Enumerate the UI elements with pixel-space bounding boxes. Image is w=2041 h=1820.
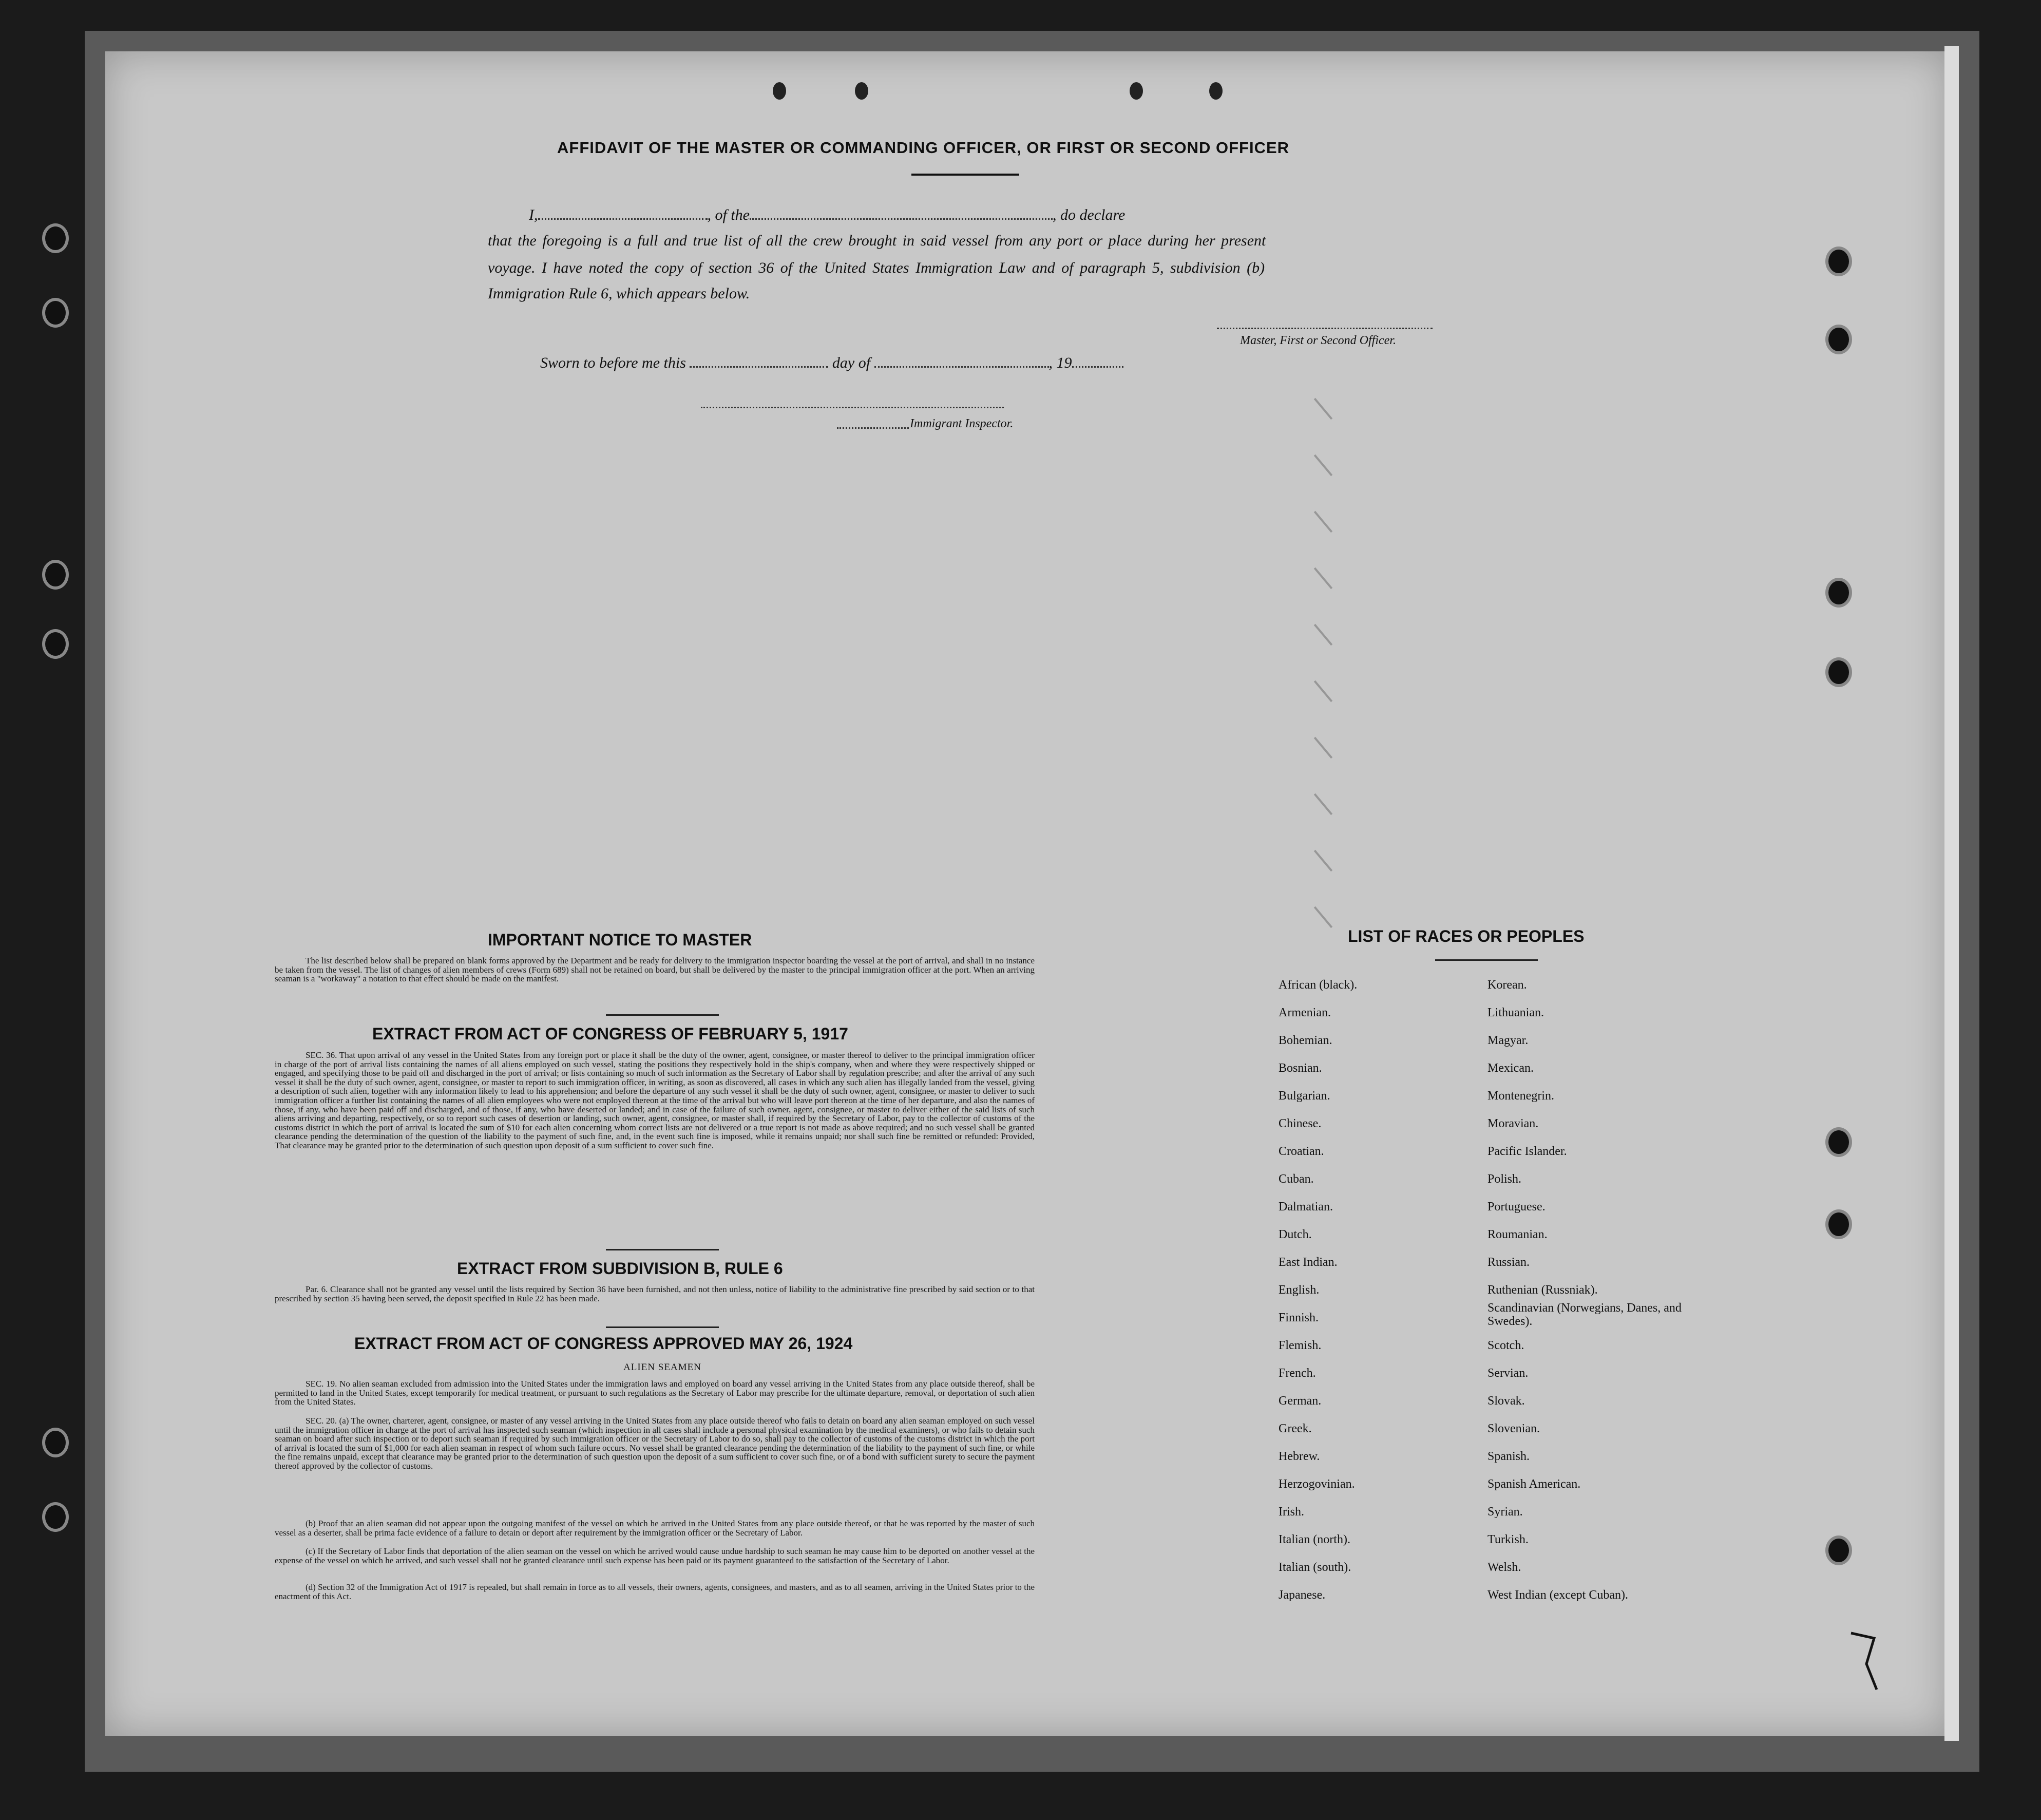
sec-19-text: SEC. 19. No alien seaman excluded from admission into the United States under the immigration laws and employed on board any vessel arriving in the United States from any place outside thereof, shall be permitted to land in the United States, except temporarily for medical treatment, or pursuant to such regulations as the Secretary of Labor may prescribe for the ultimate departure, removal, or deportation of such alien from the United States. bbox=[275, 1379, 1035, 1407]
race-item: Roumanian. bbox=[1487, 1228, 1548, 1241]
race-item: Moravian. bbox=[1487, 1117, 1539, 1130]
extract-1924-title: EXTRACT FROM ACT OF CONGRESS APPROVED MAY 26, 1924 bbox=[354, 1334, 853, 1353]
race-item: Welsh. bbox=[1487, 1561, 1521, 1574]
race-item: Finnish. bbox=[1279, 1311, 1319, 1324]
sec-20b-text: (b) Proof that an alien seaman did not appear upon the outgoing manifest of the vessel on which he arrived in the United States from any place outside thereof, or that he was reported by the master of such vessel as a deserter, shall be prima facie evidence of a failure to detain or deport after requirement by the immigration officer or the Secretary of Labor. bbox=[275, 1519, 1035, 1538]
race-item: Bulgarian. bbox=[1279, 1089, 1330, 1103]
fastener-mark bbox=[855, 82, 868, 100]
manifest-sheet bbox=[105, 51, 1949, 1736]
race-item: Italian (south). bbox=[1279, 1561, 1351, 1574]
race-item: East Indian. bbox=[1279, 1256, 1338, 1269]
race-item: Hebrew. bbox=[1279, 1450, 1320, 1463]
race-item: Servian. bbox=[1487, 1367, 1529, 1380]
vessel-field[interactable] bbox=[750, 218, 1053, 220]
race-item: Italian (north). bbox=[1279, 1533, 1350, 1546]
race-item: African (black). bbox=[1279, 978, 1358, 992]
race-item: Scandinavian (Norwegians, Danes, and Swedes). bbox=[1487, 1301, 1682, 1328]
notice-rule bbox=[606, 1014, 719, 1016]
affidavit-line-4: Immigration Rule 6, which appears below. bbox=[488, 285, 750, 302]
rule-6-title: EXTRACT FROM SUBDIVISION B, RULE 6 bbox=[457, 1259, 783, 1278]
extract-1917-text: SEC. 36. That upon arrival of any vessel in the United States from any foreign port or place it shall be the duty of the owner, agent, consignee, or master thereof to deliver to the principal immigration officer in charge of the port of arrival lists containing the names of all aliens employed on such vessel, stating the positions they respectively hold in the ship's company, when and where they were respectively shipped or engaged, and specifying those to be paid off and discharged in the port of arrival; or lists containing so much of such information as the Secretary of Labor shall by regulation prescribe; and after the arrival of any such vessel it shall be the duty of such owner, agent, consignee, or master to report to such immigration officer, in writing, as soon as discovered, all cases in which any such alien has illegally landed from the vessel, giving a description of such alien, together with any information likely to lead to his apprehension; and before the departure of any such vessel it shall be the duty of such owner, agent, consignee, or master to deliver to such immigration officer a further list containing the names of all alien employees who were not employed thereon at the time of the arrival but who will leave port thereon at the time of her departure, and also the names of those, if any, who have been paid off and discharged, and of those, if any, who have deserted or landed; and in case of the failure of such owner, agent, consignee, or master to deliver either of the said lists of such aliens arriving and departing, respectively, or so to report such cases of desertion or landing, such owner, agent, consignee, or master shall, if required by the Secretary of Labor, pay to the collector of customs of the customs district in which the port of arrival is located the sum of $10 for each alien concerning whom correct lists are not delivered or a true report is not made as above required; and no such vessel shall be granted clearance pending the determination of the question of the liability to the payment of such fine, and, in the event such fine is imposed, while it remains unpaid; nor shall such fine be remitted or refunded: Provided, That clearance may be granted prior to the determination of such question upon deposit of a sum sufficient to cover such fine. bbox=[275, 1050, 1035, 1150]
affidavit-title: AFFIDAVIT OF THE MASTER OR COMMANDING OFFICER, OR FIRST OR SECOND OFFICER bbox=[557, 139, 1290, 157]
binding-hole bbox=[1825, 657, 1852, 687]
race-item: Lithuanian. bbox=[1487, 1006, 1544, 1019]
race-item: English. bbox=[1279, 1283, 1320, 1297]
sheet-edge bbox=[1944, 46, 1959, 1741]
race-item: Bohemian. bbox=[1279, 1034, 1332, 1047]
race-item: Herzogovinian. bbox=[1279, 1477, 1355, 1491]
race-item: Greek. bbox=[1279, 1422, 1312, 1435]
race-item: Chinese. bbox=[1279, 1117, 1322, 1130]
race-item: Ruthenian (Russniak). bbox=[1487, 1283, 1598, 1297]
fastener-mark bbox=[1130, 82, 1143, 100]
affidavit-title-rule bbox=[911, 174, 1019, 176]
race-item: Flemish. bbox=[1279, 1339, 1322, 1352]
race-item: French. bbox=[1279, 1367, 1316, 1380]
race-item: Syrian. bbox=[1487, 1505, 1523, 1519]
extract-1917-rule bbox=[606, 1249, 719, 1250]
affidavit-i: I, bbox=[529, 206, 538, 223]
race-item: Irish. bbox=[1279, 1505, 1304, 1519]
notice-text: The list described below shall be prepared on blank forms approved by the Department and be ready for delivery to the immigration inspector boarding the vessel at the port of arrival, and shall in no instance be taken from the vessel. The list of changes of alien members of crews (Form 689) shall not be retained on board, but shall be delivered by the master to the principal immigration officer at the port. When an arriving seaman is a "workaway" a notation to that effect should be made on the manifest. bbox=[275, 956, 1035, 984]
race-item: Mexican. bbox=[1487, 1061, 1534, 1075]
name-field[interactable] bbox=[538, 218, 708, 220]
sec-20a-text: SEC. 20. (a) The owner, charterer, agent, consignee, or master of any vessel arriving in the United States from any place outside thereof who fails to detain on board any alien seaman employed on such vessel until the immigration officer in charge at the port of arrival has inspected such seaman (which inspection in all cases shall include a personal physical examination by the medical examiners), or who fails to detain such seaman on board after such inspection or to deport such seaman if required by such immigration officer or the Secretary of Labor to do so, shall pay to the collector of customs of the customs district in which the port of arrival is located the sum of $1,000 for each alien seaman in respect of whom such failure occurs. No vessel shall be granted clearance pending the determination of the liability to the payment of such fine, or while the fine remains unpaid, except that clearance may be granted prior to the determination of such question upon the deposit of a sum sufficient to cover such fine, or of a bond with sufficient surety to secure the payment thereof approved by the collector of customs. bbox=[275, 1416, 1035, 1471]
sworn-day-label: day of bbox=[832, 354, 871, 371]
race-item: Croatian. bbox=[1279, 1145, 1324, 1158]
affidavit-line-2: that the foregoing is a full and true list of all the crew brought in said vessel from any port or place during her present bbox=[488, 232, 1266, 249]
binding-hole bbox=[1825, 1127, 1852, 1157]
affidavit-of-the: , of the bbox=[707, 206, 750, 223]
sec-20d-text: (d) Section 32 of the Immigration Act of 1917 is repealed, but shall remain in force as to all vessels, their owners, agents, consignees, and masters, and as to all seamen, arriving in the United States prior to the enactment of this Act. bbox=[275, 1582, 1035, 1601]
races-title-rule bbox=[1435, 959, 1538, 961]
binding-hole bbox=[42, 298, 69, 328]
race-item: Dalmatian. bbox=[1279, 1200, 1333, 1214]
races-title: LIST OF RACES OR PEOPLES bbox=[1348, 927, 1585, 945]
binding-hole bbox=[1825, 1209, 1852, 1239]
affidavit-declare: , do declare bbox=[1053, 206, 1126, 223]
inspector-signature-line-upper[interactable] bbox=[701, 407, 1004, 408]
corner-pencil-mark bbox=[1846, 1628, 1882, 1695]
race-item: Japanese. bbox=[1279, 1588, 1326, 1602]
binding-hole bbox=[42, 560, 69, 590]
binding-hole bbox=[42, 629, 69, 659]
binding-hole bbox=[1825, 1535, 1852, 1565]
race-item: Magyar. bbox=[1487, 1034, 1529, 1047]
binding-hole bbox=[1825, 325, 1852, 354]
race-item: Korean. bbox=[1487, 978, 1527, 992]
extract-1917-title: EXTRACT FROM ACT OF CONGRESS OF FEBRUARY 5, 1917 bbox=[372, 1025, 848, 1043]
race-item: Pacific Islander. bbox=[1487, 1145, 1567, 1158]
sworn-year-label: , 19 bbox=[1048, 354, 1072, 371]
race-item: German. bbox=[1279, 1394, 1322, 1408]
sworn-month-field[interactable] bbox=[874, 366, 1049, 368]
sworn-prefix: Sworn to before me this bbox=[540, 354, 686, 371]
sworn-day-field[interactable] bbox=[690, 366, 828, 368]
master-label: Master, First or Second Officer. bbox=[1240, 334, 1396, 347]
race-item: Dutch. bbox=[1279, 1228, 1312, 1241]
sworn-line bbox=[540, 354, 1123, 372]
binding-hole bbox=[1825, 247, 1852, 276]
alien-seamen-subtitle: ALIEN SEAMEN bbox=[623, 1362, 701, 1373]
binding-hole bbox=[42, 1428, 69, 1457]
race-item: Slovak. bbox=[1487, 1394, 1525, 1408]
race-item: Turkish. bbox=[1487, 1533, 1529, 1546]
binding-hole bbox=[42, 223, 69, 253]
affidavit-line-3: voyage. I have noted the copy of section 36 of the United States Immigration Law and of paragraph 5, subdivision (b) bbox=[488, 259, 1265, 276]
race-item: Slovenian. bbox=[1487, 1422, 1540, 1435]
sec-20c-text: (c) If the Secretary of Labor finds that deportation of the alien seaman on the vessel on which he arrived would cause undue hardship to such seaman he may cause him to be deported on another vessel at the expense of the vessel on which he arrived, and such vessel shall not be granted clearance until such expense has been paid or its payment guaranteed to the satisfaction of the Secretary of Labor. bbox=[275, 1546, 1035, 1565]
race-item: Polish. bbox=[1487, 1172, 1522, 1186]
binding-hole bbox=[42, 1502, 69, 1532]
inspector-label: Immigrant Inspector. bbox=[910, 417, 1014, 430]
fastener-mark bbox=[1209, 82, 1223, 100]
master-signature-line[interactable] bbox=[1217, 328, 1433, 329]
rule-6-rule bbox=[606, 1326, 719, 1328]
notice-title: IMPORTANT NOTICE TO MASTER bbox=[488, 931, 752, 949]
race-item: Bosnian. bbox=[1279, 1061, 1322, 1075]
race-item: West Indian (except Cuban). bbox=[1487, 1588, 1628, 1602]
race-item: Armenian. bbox=[1279, 1006, 1331, 1019]
affidavit-line-1 bbox=[529, 206, 1125, 224]
race-item: Russian. bbox=[1487, 1256, 1530, 1269]
rule-6-text: Par. 6. Clearance shall not be granted any vessel until the lists required by Section 36 have been furnished, and not then unless, notice of liability to the administrative fine prescribed by said section or to that prescribed by section 35 having been served, the deposit specified in Rule 22 has been made. bbox=[275, 1284, 1035, 1303]
race-item: Montenegrin. bbox=[1487, 1089, 1554, 1103]
race-item: Portuguese. bbox=[1487, 1200, 1546, 1214]
inspector-signature-line[interactable] bbox=[837, 427, 909, 429]
sworn-year-field[interactable] bbox=[1072, 366, 1123, 368]
race-item: Spanish American. bbox=[1487, 1477, 1581, 1491]
race-item: Spanish. bbox=[1487, 1450, 1530, 1463]
race-item: Scotch. bbox=[1487, 1339, 1524, 1352]
race-item: Cuban. bbox=[1279, 1172, 1314, 1186]
fastener-mark bbox=[773, 82, 786, 100]
binding-hole bbox=[1825, 578, 1852, 608]
